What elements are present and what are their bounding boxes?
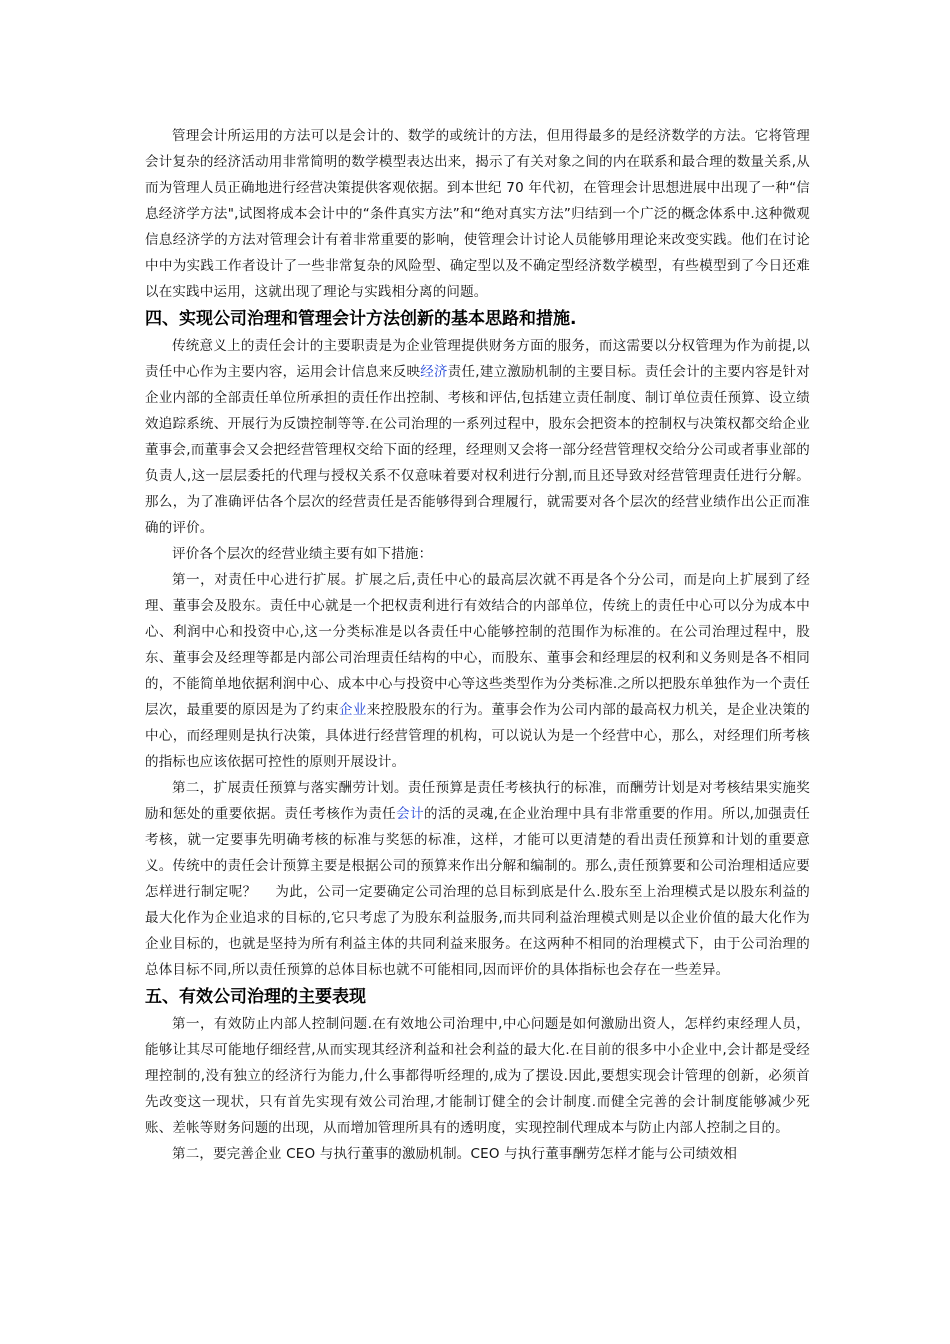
document-body (145, 123, 810, 1167)
link-enterprise[interactable]: 企业 (339, 702, 367, 718)
text-run: 第一，对责任中心进行扩展。扩展之后,责任中心的最高层次就不再是各个分公司，而是向上扩展到了经理、董事会及股东。责任中心就是一个把权责利进行有效结合的内部单位，传统上的责任中心可以分为成本中心、利润中心和投资中心,这一分类标准是以各责任中心能够控制的范围作为标准的。在公司治理过程中，股东、董事会及经理等都是内部公司治理责任结构的中心，而股东、董事会和经理层的权利和义务则是各不相同的，不能简单地依据利润中心、成本中心与投资中心等这些类型作为分类标准.之所以把股东单独作为一个责任层次，最重要的原因是为了约束 (145, 572, 810, 718)
paragraph-measure-two (145, 775, 810, 983)
link-accounting[interactable]: 会计 (396, 806, 425, 822)
section-heading-5: 五、有效公司治理的主要表现 (145, 987, 366, 1007)
link-economy[interactable]: 经济 (420, 364, 448, 380)
text-run: 传统意义上的责任会计的主要职责是为企业管理提供财务方面的服务，而这需要以分权管理为作为前提,以责任中心作为主要内容，运用会计信息来反映 (145, 338, 810, 380)
paragraph-responsibility-accounting (145, 333, 810, 541)
section-heading-4: 四、实现公司治理和管理会计方法创新的基本思路和措施. (145, 309, 577, 329)
text-run: 第二，扩展责任预算与落实酬劳计划。责任预算是责任考核执行的标准，而酬劳计划是对考核结果实施奖励和惩处的重要依据。责任考核作为责任 (145, 780, 810, 822)
paragraph-ceo-incentive: 第二，要完善企业 CEO 与执行董事的激励机制。CEO 与执行董事酬劳怎样才能与公司绩效相 (172, 1146, 738, 1162)
paragraph-measure-one (145, 567, 810, 775)
paragraph-management-accounting-methods: 管理会计所运用的方法可以是会计的、数学的或统计的方法，但用得最多的是经济数学的方法。它将管理会计复杂的经济活动用非常简明的数学模型表达出来，揭示了有关对象之间的内在联系和最合理的数量关系,从而为管理人员正确地进行经营决策提供客观依据。到本世纪 70 年代初，在管理会计思想进展中出现了一种“信息经济学方法",试图将成本会计中的“条件真实方法”和“绝对真实方法”归结到一个广泛的概念体系中.这种微观信息经济学的方法对管理会计有着非常重要的影响，使管理会计讨论人员能够用理论来改变实践。他们在讨论中中为实践工作者设计了一些非常复杂的风险型、确定型以及不确定型经济数学模型，有些模型到了今日还难以在实践中运用，这就出现了理论与实践相分离的问题。 (145, 128, 810, 300)
text-run: 的活的灵魂,在企业治理中具有非常重要的作用。所以,加强责任考核，就一定要事先明确考核的标准与奖惩的标准，这样，才能可以更清楚的看出责任预算和计划的重要意义。传统中的责任会计预算主要是根据公司的预算来作出分解和编制的。那么,责任预算要和公司治理相适应要怎样进行制定呢？ 为此，公司一定要确定公司治理的总目标到底是什么.股东至上治理模式是以股东利益的最大化作为企业追求的目标的,它只考虑了为股东利益服务,而共同利益治理模式则是以企业价值的最大化作为企业目标的，也就是坚持为所有利益主体的共同利益来服务。在这两种不相同的治理模式下，由于公司治理的总体目标不同,所以责任预算的总体目标也就不可能相同,因而评价的具体指标也会存在一些差异。 (145, 806, 810, 978)
text-run: 责任,建立激励机制的主要目标。责任会计的主要内容是针对企业内部的全部责任单位所承担的责任作出控制、考核和评估,包括建立责任制度、制订单位责任预算、设立绩效追踪系统、开展行为反馈控制等等.在公司治理的一系列过程中，股东会把资本的控制权与决策权都交给企业董事会,而董事会又会把经营管理权交给下面的经理，经理则又会将一部分经营管理权交给分公司或者事业部的负责人,这一层层委托的代理与授权关系不仅意味着要对权利进行分割,而且还导致对经营管理责任进行分解。那么，为了准确评估各个层次的经营责任是否能够得到合理履行，就需要对各个层次的经营业绩作出公正而准确的评价。 (145, 364, 811, 536)
paragraph-evaluation-measures-intro: 评价各个层次的经营业绩主要有如下措施： (172, 546, 433, 562)
paragraph-insider-control: 第一，有效防止内部人控制问题.在有效地公司治理中,中心问题是如何激励出资人，怎样约束经理人员，能够让其尽可能地仔细经营,从而实现其经济利益和社会利益的最大化.在目前的很多中小企业中,会计都是受经理控制的,没有独立的经济行为能力,什么事都得听经理的,成为了摆设.因此,要想实现会计管理的创新，必须首先改变这一现状，只有首先实现有效公司治理,才能制订健全的会计制度.而健全完善的会计制度能够减少死账、差帐等财务问题的出现，从而增加管理所具有的透明度，实现控制代理成本与防止内部人控制之目的。 (145, 1016, 810, 1136)
text-run: 来控股股东的行为。董事会作为公司内部的最高权力机关，是企业决策的中心，而经理则是执行决策，具体进行经营管理的机构，可以说认为是一个经营中心，那么，对经理们所考核的指标也应该依据可控性的原则开展设计。 (145, 702, 810, 770)
